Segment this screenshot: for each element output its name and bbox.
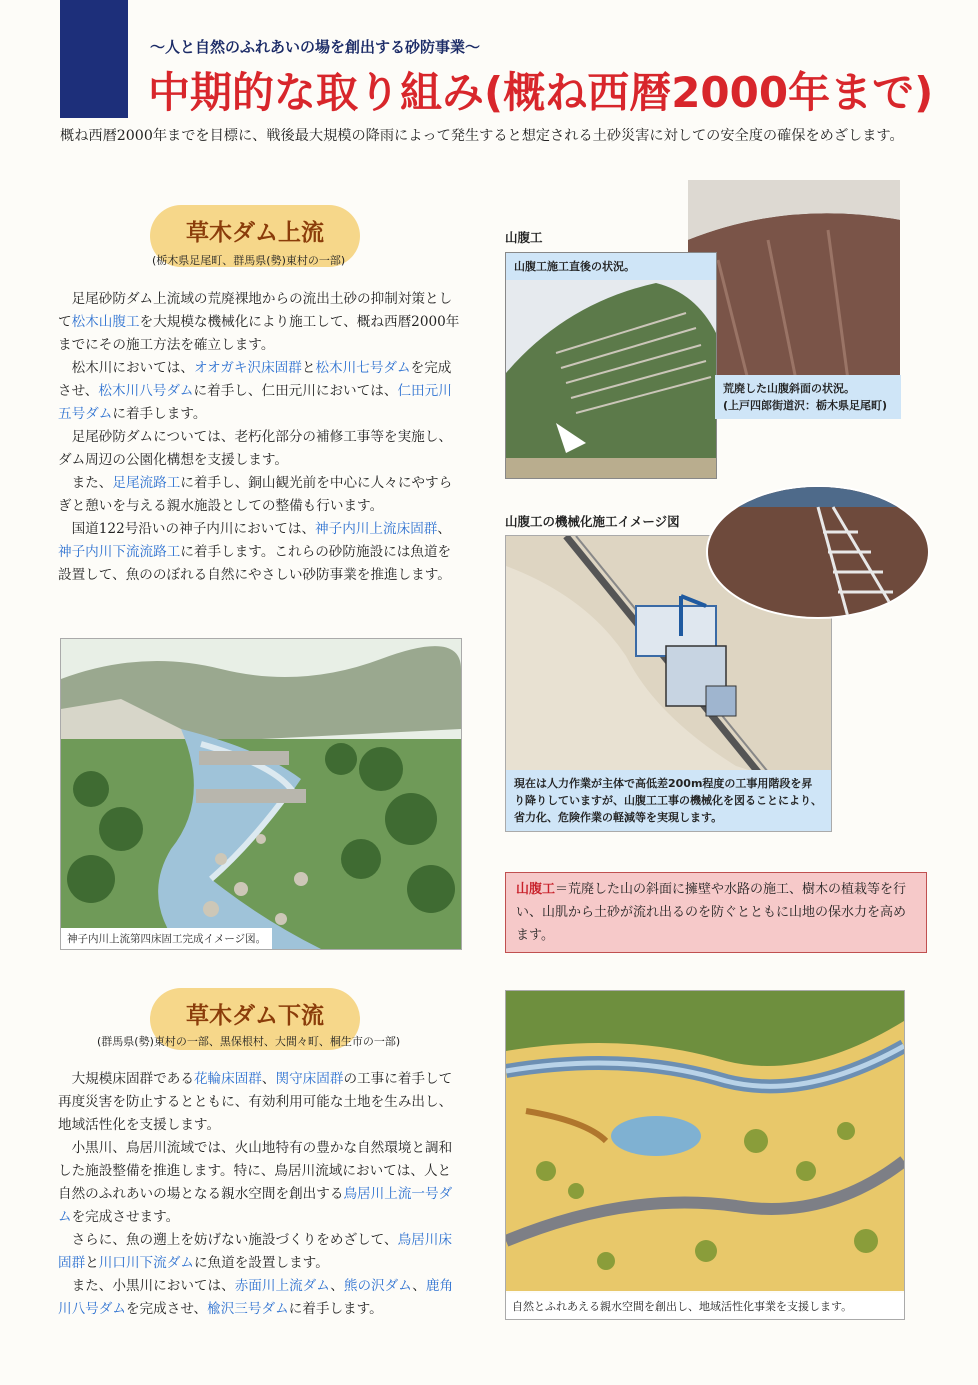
upstream-illustration-caption: 神子内川上流第四床固工完成イメージ図。 [61, 928, 272, 949]
body-paragraph: 小黒川、鳥居川流域では、火山地特有の豊かな自然環境と調和した施設整備を推進します。特に、鳥居川流域においては、人と自然のふれあいの場となる親水空間を創出する鳥居川上流一号ダムを完成させます。 [58, 1140, 453, 1225]
upstream-body [58, 288, 460, 587]
degraded-slope-caption-line1: 荒廃した山腹斜面の状況。 [723, 382, 855, 395]
highlighted-facility-name: オオガキ沢床固群 [193, 360, 302, 376]
page-title: 中期的な取り組み(概ね西暦2000年まで) [148, 68, 934, 117]
degraded-slope-caption [715, 375, 901, 419]
aerial-park-image [506, 991, 904, 1291]
upstream-area: (栃木県足尾町、群馬県(勢)東村の一部) [152, 254, 346, 267]
degraded-slope-photo [688, 180, 900, 408]
downstream-heading: 草木ダム下流 [186, 1003, 324, 1029]
upstream-heading: 草木ダム上流 [186, 220, 324, 246]
highlighted-facility-name: 花輪床固群 [193, 1071, 262, 1087]
header-color-bar [60, 0, 128, 118]
degraded-slope-caption-line2: (上戸四郎街道沢：栃木県足尾町) [723, 399, 888, 412]
degraded-slope-image [688, 180, 900, 408]
body-paragraph: さらに、魚の遡上を妨げない施設づくりをめざして、鳥居川床固群と川口川下流ダムに魚道を設置します。 [58, 1232, 452, 1271]
upstream-illustration [60, 638, 462, 950]
definition-text: ＝荒廃した山の斜面に擁壁や水路の施工、樹木の植栽等を行い、山肌から土砂が流れ出るのを防ぐとともに山地の保水力を高めます。 [516, 882, 907, 943]
downstream-illustration [505, 990, 905, 1320]
highlighted-facility-name: 仁田元川五号ダム [58, 383, 452, 422]
stairs-photo-image [708, 487, 928, 617]
highlighted-facility-name: 足尾流路工 [112, 475, 181, 491]
downstream-illustration-caption: 自然とふれあえる親水空間を創出し、地域活性化事業を支援します。 [506, 1293, 904, 1319]
hillside-label: 山腹工 [505, 230, 543, 245]
body-paragraph: 松木川においては、オオガキ沢床固群と松木川七号ダムを完成させ、松木川八号ダムに着手し、仁田元川においては、仁田元川五号ダムに着手します。 [58, 360, 452, 422]
downstream-paragraphs [58, 1068, 460, 1321]
highlighted-facility-name: 鳥居川床固群 [58, 1232, 452, 1271]
definition-term: 山腹工 [516, 882, 556, 897]
highlighted-facility-name: 神子内川下流流路工 [58, 544, 181, 560]
hillside-construction-photo [505, 252, 717, 479]
stairs-photo-inset [706, 485, 930, 619]
body-paragraph: 大規模床固群である花輪床固群、関守床固群の工事に着手して再度災害を防止するとともに、有効利用可能な土地を生み出し、地域活性化を支援します。 [58, 1071, 453, 1133]
hillside-construction-image [506, 253, 716, 478]
body-paragraph: また、足尾流路工に着手し、銅山観光前を中心に人々にやすらぎと憩いを与える親水施設としての整備も行います。 [58, 475, 453, 514]
hillside-photo-caption: 山腹工施工直後の状況。 [506, 253, 716, 280]
body-paragraph: 足尾砂防ダム上流域の荒廃裸地からの流出土砂の抑制対策として松木山腹工を大規模な機械化により施工して、概ね西暦2000年までにその施工方法を確立します。 [58, 291, 460, 353]
highlighted-facility-name: 松木川七号ダム [315, 360, 411, 376]
mechanization-caption: 現在は人力作業が主体で高低差200m程度の工事用階段を昇り降りしていますが、山腹工工事の機械化を図ることにより、省力化、危険作業の軽減等を実現します。 [506, 770, 831, 831]
highlighted-facility-name: 鹿角川八号ダム [58, 1278, 454, 1317]
highlighted-facility-name: 楡沢三号ダム [207, 1301, 289, 1317]
highlighted-facility-name: 松木川八号ダム [98, 383, 194, 399]
highlighted-facility-name: 松木山腹工 [71, 314, 140, 330]
definition-box [505, 872, 927, 953]
downstream-area: (群馬県(勢)東村の一部、黒保根村、大間々町、桐生市の一部) [97, 1035, 401, 1048]
body-paragraph: 足尾砂防ダムについては、老朽化部分の補修工事等を実施し、ダム周辺の公園化構想を支援します。 [58, 429, 452, 468]
river-illustration-image [61, 639, 461, 949]
highlighted-facility-name: 鳥居川上流一号ダム [58, 1186, 453, 1225]
highlighted-facility-name: 神子内川上流床固群 [315, 521, 438, 537]
highlighted-facility-name: 川口川下流ダム [98, 1255, 194, 1271]
highlighted-facility-name: 赤面川上流ダム [234, 1278, 331, 1294]
downstream-body [58, 1068, 460, 1321]
upstream-paragraphs [58, 288, 460, 587]
body-paragraph: 国道122号沿いの神子内川においては、神子内川上流床固群、神子内川下流流路工に着手します。これらの砂防施設には魚道を設置して、魚ののぼれる自然にやさしい砂防事業を推進します。 [58, 521, 452, 583]
body-paragraph: また、小黒川においては、赤面川上流ダム、熊の沢ダム、鹿角川八号ダムを完成させ、楡沢三号ダムに着手します。 [58, 1278, 454, 1317]
intro-text: 概ね西暦2000年までを目標に、戦後最大規模の降雨によって発生すると想定される土砂災害に対しての安全度の確保をめざします。 [60, 128, 904, 144]
highlighted-facility-name: 関守床固群 [275, 1071, 344, 1087]
page-subtitle: 〜人と自然のふれあいの場を創出する砂防事業〜 [150, 38, 481, 56]
highlighted-facility-name: 熊の沢ダム [343, 1278, 413, 1294]
mechanization-label: 山腹工の機械化施工イメージ図 [505, 514, 680, 529]
